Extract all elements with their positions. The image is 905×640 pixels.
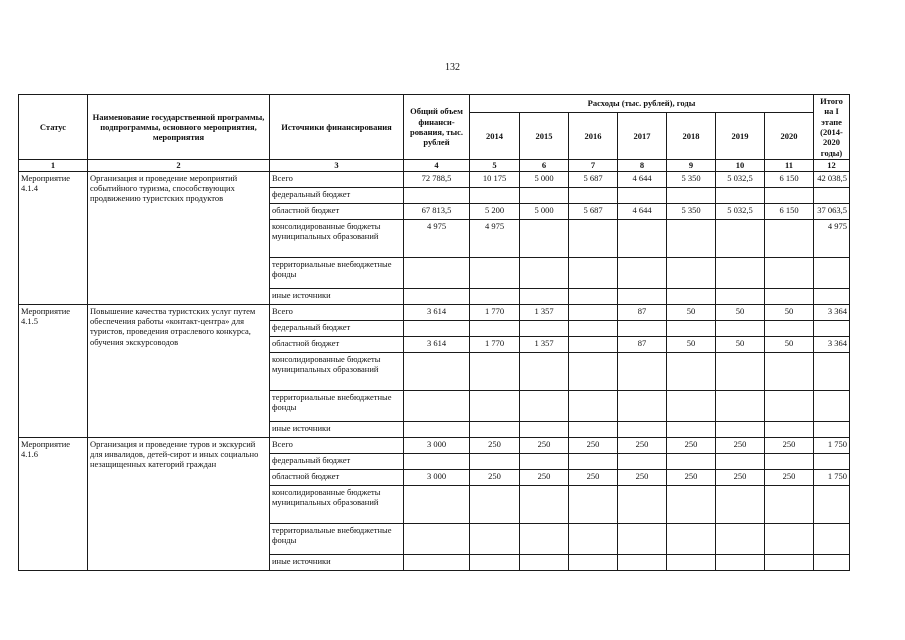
year-value-cell: 5 687 [569, 203, 618, 219]
year-value-cell [618, 421, 667, 437]
total-volume-cell: 3 000 [404, 437, 470, 453]
year-value-cell [569, 336, 618, 352]
year-value-cell [470, 453, 520, 469]
year-value-cell: 50 [716, 304, 765, 320]
total-volume-cell: 3 614 [404, 304, 470, 320]
year-value-cell [520, 257, 569, 288]
total-volume-cell: 67 813,5 [404, 203, 470, 219]
table-row-total [19, 437, 850, 453]
year-value-cell [765, 554, 814, 570]
total-volume-cell [404, 390, 470, 421]
header-total-volume: Общий объем финанси-рования, тыс. рублей [404, 95, 470, 160]
year-value-cell [716, 453, 765, 469]
year-value-cell: 10 175 [470, 171, 520, 187]
stage-total-cell [814, 421, 850, 437]
year-value-cell [569, 320, 618, 336]
funding-source: консолидированные бюджеты муниципальных образований [270, 352, 404, 390]
year-value-cell [716, 288, 765, 304]
year-value-cell [618, 219, 667, 257]
year-value-cell [667, 320, 716, 336]
year-value-cell [667, 453, 716, 469]
header-name: Наименование государственной программы, подпрограммы, основного мероприятия, мероприятия [88, 95, 270, 160]
year-value-cell [618, 390, 667, 421]
year-value-cell: 5 350 [667, 203, 716, 219]
stage-total-cell [814, 352, 850, 390]
year-value-cell [618, 523, 667, 554]
total-volume-cell: 3 000 [404, 469, 470, 485]
year-value-cell [569, 288, 618, 304]
year-value-cell: 87 [618, 336, 667, 352]
stage-total-cell [814, 453, 850, 469]
year-value-cell [470, 485, 520, 523]
year-value-cell [716, 320, 765, 336]
year-value-cell [520, 352, 569, 390]
year-value-cell [667, 352, 716, 390]
header-stage-total: Итого на I этапе (2014-2020 годы) [814, 95, 850, 160]
year-value-cell [716, 257, 765, 288]
total-volume-cell [404, 554, 470, 570]
year-value-cell [470, 554, 520, 570]
year-value-cell: 250 [716, 437, 765, 453]
stage-total-cell [814, 390, 850, 421]
year-value-cell [569, 453, 618, 469]
header-year: 2018 [667, 112, 716, 159]
column-number: 6 [520, 160, 569, 171]
stage-total-cell [814, 485, 850, 523]
year-value-cell: 5 032,5 [716, 203, 765, 219]
funding-source: Всего [270, 171, 404, 187]
total-volume-cell [404, 485, 470, 523]
year-value-cell [716, 219, 765, 257]
total-volume-cell [404, 453, 470, 469]
funding-source: федеральный бюджет [270, 187, 404, 203]
total-volume-cell [404, 523, 470, 554]
year-value-cell: 250 [520, 437, 569, 453]
total-volume-cell [404, 187, 470, 203]
funding-source: областной бюджет [270, 203, 404, 219]
year-value-cell: 1 357 [520, 336, 569, 352]
year-value-cell: 6 150 [765, 203, 814, 219]
year-value-cell: 250 [520, 469, 569, 485]
stage-total-cell [814, 257, 850, 288]
measure-status: Мероприятие 4.1.4 [19, 171, 88, 304]
year-value-cell [618, 554, 667, 570]
year-value-cell [470, 523, 520, 554]
year-value-cell [716, 421, 765, 437]
year-value-cell [470, 352, 520, 390]
year-value-cell [569, 390, 618, 421]
stage-total-cell: 42 038,5 [814, 171, 850, 187]
column-number-row [19, 160, 850, 171]
column-number: 10 [716, 160, 765, 171]
header-year: 2017 [618, 112, 667, 159]
total-volume-cell: 72 788,5 [404, 171, 470, 187]
year-value-cell [520, 320, 569, 336]
year-value-cell [765, 320, 814, 336]
year-value-cell: 250 [470, 437, 520, 453]
year-value-cell: 50 [667, 336, 716, 352]
year-value-cell [716, 485, 765, 523]
year-value-cell: 250 [765, 437, 814, 453]
total-volume-cell [404, 320, 470, 336]
stage-total-cell [814, 187, 850, 203]
year-value-cell [470, 257, 520, 288]
year-value-cell [618, 187, 667, 203]
year-value-cell [520, 485, 569, 523]
year-value-cell [667, 257, 716, 288]
column-number: 9 [667, 160, 716, 171]
year-value-cell [569, 485, 618, 523]
year-value-cell [520, 187, 569, 203]
measure-status: Мероприятие 4.1.5 [19, 304, 88, 437]
year-value-cell [470, 187, 520, 203]
measure-name: Повышение качества туристских услуг путем обеспечения работы «контакт-центра» для туристов, проведения отраслевого конкурса, обучения экскурсоводов [88, 304, 270, 437]
year-value-cell [716, 390, 765, 421]
year-value-cell: 4 975 [470, 219, 520, 257]
year-value-cell [716, 554, 765, 570]
year-value-cell: 5 687 [569, 171, 618, 187]
year-value-cell [667, 219, 716, 257]
funding-source: федеральный бюджет [270, 320, 404, 336]
funding-source: иные источники [270, 421, 404, 437]
measure-name: Организация и проведение мероприятий событийного туризма, способствующих продвижению туристских продуктов [88, 171, 270, 304]
header-year: 2014 [470, 112, 520, 159]
funding-source: иные источники [270, 554, 404, 570]
total-volume-cell [404, 421, 470, 437]
header-status: Статус [19, 95, 88, 160]
year-value-cell: 250 [470, 469, 520, 485]
year-value-cell [569, 219, 618, 257]
header-year: 2020 [765, 112, 814, 159]
stage-total-cell [814, 554, 850, 570]
header-sources: Источники финансирования [270, 95, 404, 160]
year-value-cell [470, 320, 520, 336]
funding-source: территориальные внебюджетные фонды [270, 523, 404, 554]
total-volume-cell [404, 257, 470, 288]
funding-source: федеральный бюджет [270, 453, 404, 469]
year-value-cell: 50 [716, 336, 765, 352]
funding-source: консолидированные бюджеты муниципальных образований [270, 485, 404, 523]
year-value-cell [667, 288, 716, 304]
stage-total-cell: 1 750 [814, 437, 850, 453]
year-value-cell: 6 150 [765, 171, 814, 187]
year-value-cell: 1 357 [520, 304, 569, 320]
year-value-cell: 250 [667, 469, 716, 485]
header-year: 2015 [520, 112, 569, 159]
year-value-cell: 50 [667, 304, 716, 320]
year-value-cell [618, 352, 667, 390]
column-number: 7 [569, 160, 618, 171]
year-value-cell [520, 453, 569, 469]
year-value-cell [716, 352, 765, 390]
year-value-cell: 50 [765, 304, 814, 320]
funding-source: областной бюджет [270, 469, 404, 485]
column-number: 8 [618, 160, 667, 171]
year-value-cell: 250 [569, 469, 618, 485]
year-value-cell [618, 257, 667, 288]
funding-source: областной бюджет [270, 336, 404, 352]
year-value-cell: 4 644 [618, 203, 667, 219]
funding-source: территориальные внебюджетные фонды [270, 390, 404, 421]
year-value-cell: 250 [569, 437, 618, 453]
column-number: 11 [765, 160, 814, 171]
funding-source: Всего [270, 304, 404, 320]
stage-total-cell: 1 750 [814, 469, 850, 485]
header-year: 2016 [569, 112, 618, 159]
year-value-cell [470, 421, 520, 437]
year-value-cell: 5 350 [667, 171, 716, 187]
year-value-cell [667, 523, 716, 554]
total-volume-cell: 4 975 [404, 219, 470, 257]
year-value-cell: 250 [667, 437, 716, 453]
column-number: 5 [470, 160, 520, 171]
year-value-cell: 4 644 [618, 171, 667, 187]
year-value-cell: 50 [765, 336, 814, 352]
year-value-cell [765, 453, 814, 469]
year-value-cell [667, 485, 716, 523]
year-value-cell [667, 390, 716, 421]
year-value-cell [520, 219, 569, 257]
stage-total-cell [814, 523, 850, 554]
year-value-cell [765, 421, 814, 437]
year-value-cell [569, 421, 618, 437]
year-value-cell [618, 485, 667, 523]
funding-source: консолидированные бюджеты муниципальных образований [270, 219, 404, 257]
year-value-cell: 1 770 [470, 304, 520, 320]
table-body [19, 171, 850, 570]
year-value-cell [569, 352, 618, 390]
year-value-cell [569, 257, 618, 288]
year-value-cell [765, 390, 814, 421]
funding-source: иные источники [270, 288, 404, 304]
year-value-cell: 5 000 [520, 171, 569, 187]
column-number: 3 [270, 160, 404, 171]
year-value-cell [618, 453, 667, 469]
year-value-cell [667, 187, 716, 203]
total-volume-cell [404, 352, 470, 390]
stage-total-cell [814, 288, 850, 304]
year-value-cell: 250 [618, 437, 667, 453]
year-value-cell [520, 288, 569, 304]
total-volume-cell: 3 614 [404, 336, 470, 352]
total-volume-cell [404, 288, 470, 304]
stage-total-cell: 3 364 [814, 304, 850, 320]
table-row-total [19, 304, 850, 320]
year-value-cell [618, 288, 667, 304]
header-year: 2019 [716, 112, 765, 159]
stage-total-cell: 37 063,5 [814, 203, 850, 219]
year-value-cell [716, 187, 765, 203]
year-value-cell: 250 [618, 469, 667, 485]
column-number: 12 [814, 160, 850, 171]
year-value-cell [765, 257, 814, 288]
financing-table [18, 94, 850, 571]
funding-source: территориальные внебюджетные фонды [270, 257, 404, 288]
year-value-cell: 250 [765, 469, 814, 485]
year-value-cell: 5 000 [520, 203, 569, 219]
year-value-cell [470, 390, 520, 421]
stage-total-cell: 3 364 [814, 336, 850, 352]
year-value-cell: 250 [716, 469, 765, 485]
year-value-cell [520, 421, 569, 437]
measure-status: Мероприятие 4.1.6 [19, 437, 88, 570]
year-value-cell [569, 523, 618, 554]
year-value-cell [569, 554, 618, 570]
year-value-cell [765, 352, 814, 390]
year-value-cell [470, 288, 520, 304]
table-row-total [19, 171, 850, 187]
year-value-cell [618, 320, 667, 336]
year-value-cell [765, 288, 814, 304]
measure-name: Организация и проведение туров и экскурсий для инвалидов, детей-сирот и иных социально незащищенных категорий граждан [88, 437, 270, 570]
year-value-cell: 5 032,5 [716, 171, 765, 187]
year-value-cell [520, 523, 569, 554]
column-number: 4 [404, 160, 470, 171]
year-value-cell [765, 523, 814, 554]
year-value-cell [520, 554, 569, 570]
year-value-cell [765, 219, 814, 257]
page-number: 132 [445, 62, 460, 73]
stage-total-cell: 4 975 [814, 219, 850, 257]
year-value-cell [520, 390, 569, 421]
year-value-cell: 87 [618, 304, 667, 320]
year-value-cell [765, 187, 814, 203]
header-expenses: Расходы (тыс. рублей), годы [470, 95, 814, 113]
year-value-cell [667, 554, 716, 570]
year-value-cell [667, 421, 716, 437]
year-value-cell [569, 187, 618, 203]
year-value-cell [765, 485, 814, 523]
year-value-cell [569, 304, 618, 320]
year-value-cell: 1 770 [470, 336, 520, 352]
funding-source: Всего [270, 437, 404, 453]
stage-total-cell [814, 320, 850, 336]
column-number: 1 [19, 160, 88, 171]
year-value-cell [716, 523, 765, 554]
column-number: 2 [88, 160, 270, 171]
year-value-cell: 5 200 [470, 203, 520, 219]
table-header [19, 95, 850, 172]
